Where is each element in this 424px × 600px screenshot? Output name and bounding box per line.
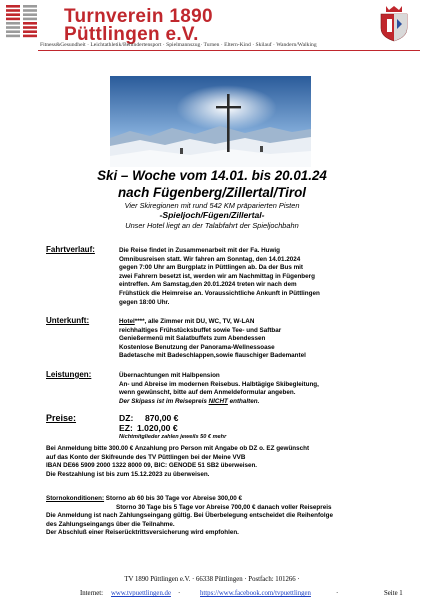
footer-internet-label: Internet: [80,590,104,597]
text-line: IBAN DE66 5909 2000 1322 8000 09, BIC: GENODE 51 SB2 überweisen. [46,462,258,470]
text-line: Genießermenü mit Salatbuffets zum Abendessen [119,335,266,343]
text-line: Übernachtungen mit Halbpension [119,372,220,379]
text-line: zwei Fahrern besetzt ist, werden wir am Nachmittag in Fügenberg [119,272,315,280]
text-line: Die Reise findet in Zusammenarbeit mit der Fa. Huwig [119,247,280,254]
text-line: gegen 7:00 Uhr am Burgplatz in Püttlingen ab. Da der Bus mit [119,264,304,272]
storno-text [46,495,333,538]
anmeldung-text [46,445,309,479]
unterkunft-label: Unterkunft: [46,316,90,325]
club-tagline: Fitness&Gesundheit · Leichtathletik/Behindertensport · Spielmannszug· Turnen · Eltern-Kind · Skilauf · Wandern/Walking [40,42,317,48]
town-crest-icon [378,4,410,42]
price-note: Nichtmitglieder zahlen jeweils 50 € mehr [119,434,227,440]
skipass-nicht: NICHT [208,397,228,405]
hotel-line [119,318,306,327]
skipass-suffix: enthalten. [227,397,260,405]
website-link[interactable]: www.tvpuettlingen.de [111,590,171,597]
text-line: des Zahlungseingangs über die Teilnahme. [46,520,175,528]
leistungen-label: Leistungen: [46,370,92,379]
trip-subtitle2: -Spieljoch/Fügen/Zillertal- [159,210,265,220]
mountain-summit-photo [110,76,311,167]
dz-label: DZ: [119,413,134,423]
footer-separator: · [336,590,339,597]
hotel-rest: ****, alle Zimmer mit DU, WC, TV, W-LAN [134,318,255,325]
unterkunft-text [119,318,306,361]
ez-price: 1.020,00 € [137,423,178,433]
fahrtverlauf-text [119,247,320,307]
ez-label: EZ: [119,423,133,433]
club-logo [5,4,38,38]
text-line: gegen 18:00 Uhr. [119,298,170,306]
text-line: wenn gewünscht, bitte auf dem Anmeldeformular angeben. [119,389,296,397]
page-number: Seite 1 [384,590,403,597]
hotel-word: Hotel [119,318,135,325]
text-line: Bei Anmeldung bitte 300.00 € Anzahlung pro Person mit Angabe ob DZ o. EZ gewünscht [46,445,310,452]
club-name-line1: Turnverein 1890 [64,6,213,27]
facebook-link[interactable]: https://www.facebook.com/tvpuettlingen [200,590,311,597]
club-name-line2: Püttlingen e.V. [64,24,199,45]
text-line: auf das Konto der Skifreunde des TV Püttlingen bei der Meine VVB [46,453,246,461]
trip-subtitle1: Vier Skiregionen mit rund 542 KM präparierten Pisten [124,201,300,210]
text-line: Frühstück die Heimreise an. Voraussichtliche Ankunft in Püttlingen [119,289,320,297]
trip-subtitle3: Unser Hotel liegt an der Talabfahrt der Spieljochbahn [125,221,299,230]
text-line: Kostenlose Benutzung der Panorama-Wellnessoase [119,343,275,351]
trip-title-line1: Ski – Woche vom 14.01. bis 20.01.24 [97,168,327,183]
fahrtverlauf-label: Fahrtverlauf: [46,245,95,254]
leistungen-text [119,372,319,406]
storno-label: Stornokonditionen: [46,495,105,502]
trip-title-line2: nach Fügenberg/Zillertal/Tirol [118,185,306,200]
text-line: Die Anmeldung ist nach Zahlungseingang gültig. Bei Überbelegung entscheidet die Reihenfolge [46,512,334,520]
dz-price: 870,00 € [145,413,179,423]
header-divider [38,50,420,51]
storno-line2: Storno 30 Tage bis 5 Tage vor Abreise 700,00 € danach voller Reisepreis [116,503,332,511]
text-line: Badetasche mit Badeschlappen,sowie flauschiger Bademantel [119,352,306,360]
footer-separator: · [178,590,181,597]
storno-first: Storno ab 60 bis 30 Tage vor Abreise 300,00 € [104,495,242,502]
skipass-line [119,398,319,407]
text-line: An- und Abreise im modernen Reisebus. Halbtägige Skibegleitung, [119,380,319,388]
storno-line1 [46,495,333,504]
text-line: reichhaltiges Frühstücksbuffet sowie Tee- und Saftbar [119,326,282,334]
text-line: Der Abschluß einer Reiserücktrittsversicherung wird empfohlen. [46,529,239,537]
text-line: Die Restzahlung ist bis zum 15.12.2023 zu überweisen. [46,470,210,478]
footer-address: TV 1890 Püttlingen e.V. · 66338 Püttlingen · Postfach: 101266 · [124,576,300,583]
preise-label: Preise: [46,413,77,423]
text-line: Omnibusreisen statt. Wir fahren am Sonntag, den 14.01.2024 [119,255,301,263]
text-line: eintreffen. Am Samstag,den 20.01.2024 treten wir nach dem [119,281,297,289]
skipass-prefix: Der Skipass ist im Reisepreis [119,397,209,405]
